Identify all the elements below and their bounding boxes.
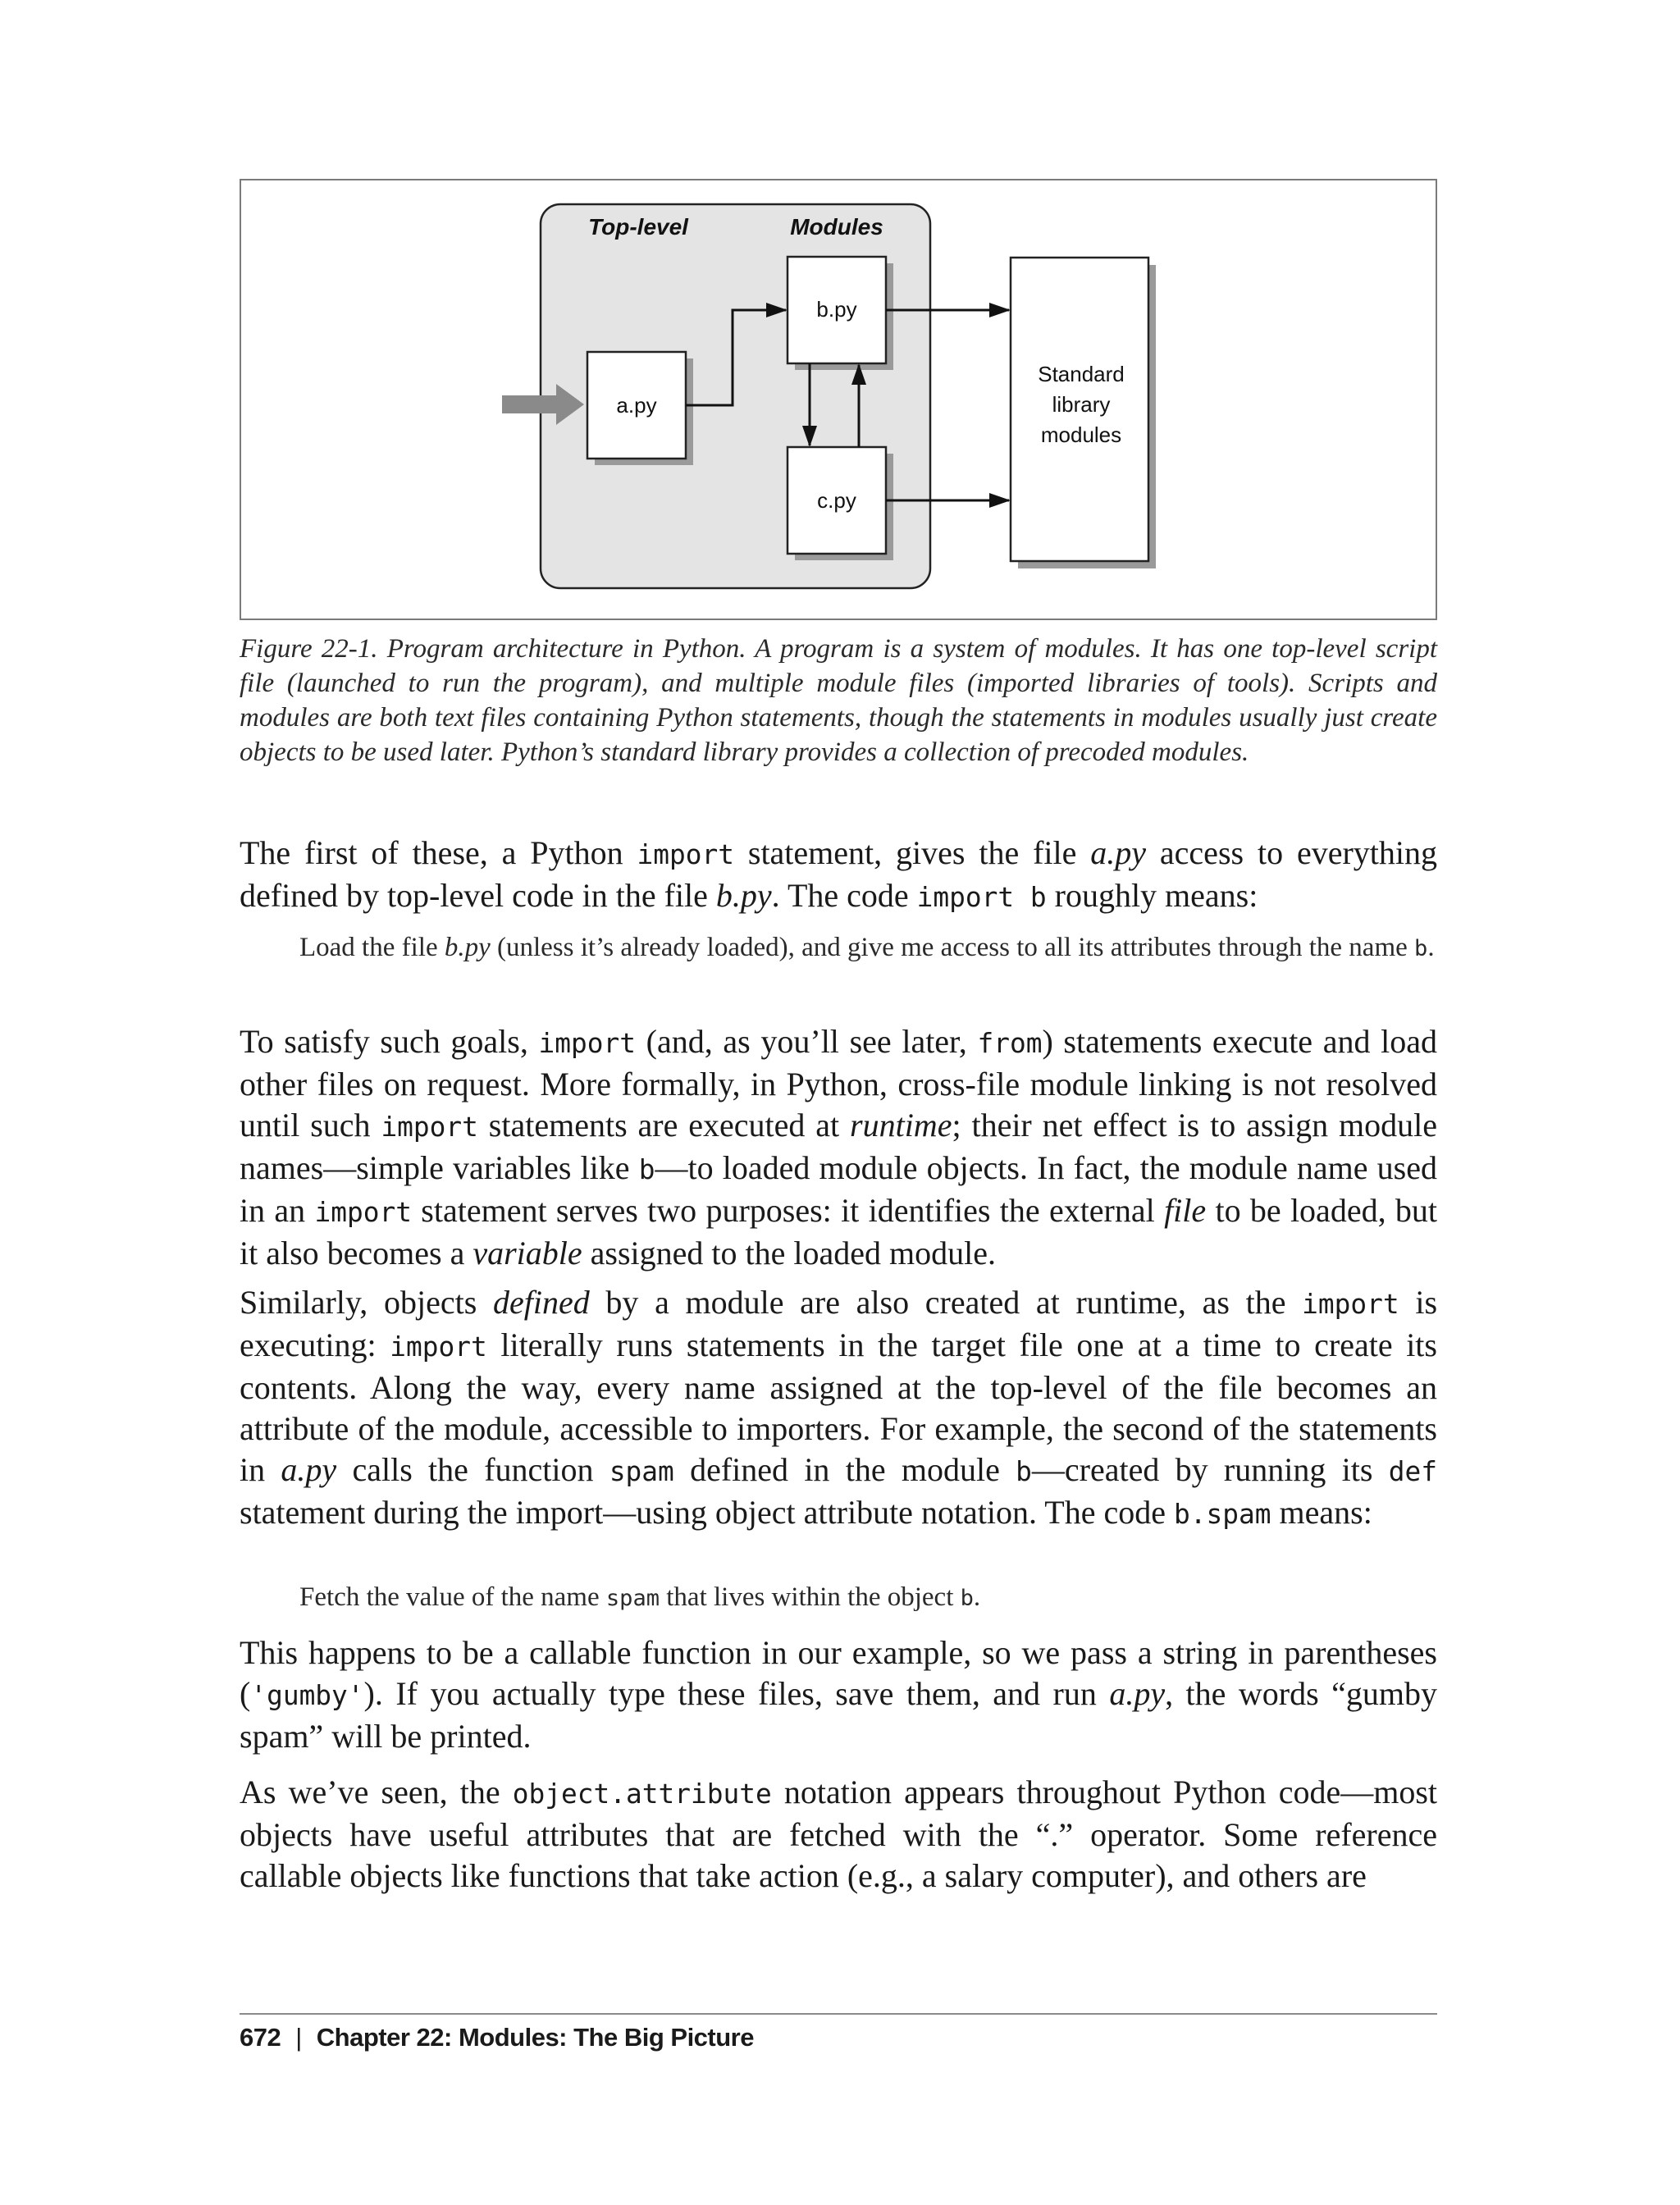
code-import: import: [1302, 1289, 1399, 1320]
text: The first of these, a Python: [240, 834, 637, 871]
text: statement, gives the file: [734, 834, 1091, 871]
code-import: import: [314, 1197, 412, 1228]
paragraph-3: [240, 1282, 1437, 1535]
text: , the words “gumby spam” will be printed.: [240, 1675, 1437, 1755]
stdlib-label-line-2: library: [1052, 392, 1111, 417]
text: ) statements execute and load other files on request. More formally, in Python, cross-file module linking is not resolved until such: [240, 1023, 1438, 1144]
code-object-attribute: object.attribute: [512, 1778, 772, 1810]
stdlib-label-line-3: modules: [1040, 422, 1122, 447]
quote-2: [299, 1579, 1437, 1617]
modules-label: Modules: [790, 214, 883, 240]
paragraph-4: [240, 1632, 1437, 1757]
filename-a-py: a.py: [281, 1451, 337, 1488]
a-py-label: a.py: [616, 393, 657, 418]
code-import-b: import b: [916, 882, 1047, 913]
filename-a-py: a.py: [1109, 1675, 1166, 1712]
code-b: b: [960, 1586, 974, 1611]
code-import: import: [381, 1112, 478, 1143]
paragraph-1: [240, 833, 1437, 918]
text: —created by running its: [1031, 1451, 1389, 1488]
code-import: import: [390, 1331, 487, 1363]
text: This happens to be a callable function in our example, so we pass a string in parentheses (: [240, 1634, 1437, 1712]
code-b-spam: b.spam: [1174, 1499, 1271, 1530]
text: is executing:: [240, 1284, 1438, 1363]
code-import: import: [538, 1028, 636, 1059]
text: .: [1427, 933, 1435, 962]
emphasis-runtime: runtime: [850, 1107, 952, 1144]
code-b: b: [1016, 1456, 1032, 1487]
top-level-label: Top-level: [588, 214, 688, 240]
footer-rule: [240, 2013, 1437, 2015]
text: calls the function: [336, 1451, 609, 1488]
paragraph-2: [240, 1021, 1437, 1274]
architecture-diagram: [0, 0, 1680, 656]
text: access to everything defined by top-level code in the file: [240, 834, 1437, 914]
text: statement during the import—using object attribute notation. The code: [240, 1494, 1175, 1531]
text: statements are executed at: [477, 1107, 851, 1144]
emphasis-variable: variable: [472, 1235, 582, 1271]
code-from: from: [977, 1028, 1043, 1059]
b-py-label: b.py: [816, 297, 857, 322]
code-import: import: [637, 839, 734, 870]
code-spam: spam: [605, 1586, 660, 1611]
filename-b-py: b.py: [715, 877, 772, 914]
text: .: [973, 1582, 981, 1612]
code-b: b: [1414, 936, 1428, 961]
code-gumby: 'gumby': [250, 1680, 364, 1711]
page-number: 672: [240, 2023, 281, 2052]
figure-caption: Figure 22-1. Program architecture in Python. A program is a system of modules. It has one top-level script file (launched to run the program), and multiple module files (imported libraries of tools). Scripts and modules are both text files containing Python statements, though the statements in modules usually just create objects to be used later. Python’s standard library provides a collection of precoded modules.: [240, 634, 1437, 767]
text: ; their net effect is to assign module names—simple variables like: [240, 1107, 1437, 1186]
footer-separator: |: [295, 2023, 302, 2052]
text: Load the file: [299, 933, 445, 962]
text: notation appears throughout Python code—most objects have useful attributes that are fetched with the “.” operator. Some reference callable objects like functions that take action (e.g., a salary computer), and others are: [240, 1774, 1438, 1894]
text: literally runs statements in the target file one at a time to create its contents. Along the way, every name assigned at the top-level of the file becomes an attribute of the module, accessible to importers. For example, the second of the statements in: [240, 1326, 1437, 1488]
text: —to loaded module objects. In fact, the module name used in an: [240, 1149, 1437, 1229]
emphasis-file: file: [1164, 1192, 1207, 1229]
chapter-title: Chapter 22: Modules: The Big Picture: [316, 2023, 754, 2052]
text: (unless it’s already loaded), and give me access to all its attributes through the name: [490, 933, 1415, 962]
text: To satisfy such goals,: [240, 1023, 539, 1060]
code-def: def: [1388, 1456, 1437, 1487]
filename-b-py: b.py: [444, 933, 491, 962]
text: (and, as you’ll see later,: [635, 1023, 978, 1060]
text: that lives within the object: [660, 1582, 961, 1612]
text: Similarly, objects: [240, 1284, 493, 1321]
quote-1: [299, 929, 1437, 967]
paragraph-5: [240, 1772, 1437, 1897]
text: assigned to the loaded module.: [582, 1235, 997, 1271]
text: defined in the module: [673, 1451, 1016, 1488]
filename-a-py: a.py: [1090, 834, 1147, 871]
text: . The code: [771, 877, 917, 914]
text: to be loaded, but it also becomes a: [240, 1192, 1437, 1271]
text: by a module are also created at runtime, as the: [589, 1284, 1303, 1321]
code-b: b: [638, 1154, 655, 1185]
text: roughly means:: [1046, 877, 1258, 914]
page-footer: [240, 2023, 754, 2052]
code-spam: spam: [609, 1456, 674, 1487]
emphasis-defined: defined: [492, 1284, 590, 1321]
c-py-label: c.py: [817, 488, 856, 513]
text: Fetch the value of the name: [299, 1582, 606, 1612]
text: As we’ve seen, the: [240, 1774, 513, 1810]
stdlib-label-line-1: Standard: [1038, 362, 1125, 386]
text: statement serves two purposes: it identifies the external: [411, 1192, 1165, 1229]
text: ). If you actually type these files, save them, and run: [363, 1675, 1110, 1712]
text: means:: [1271, 1494, 1372, 1531]
